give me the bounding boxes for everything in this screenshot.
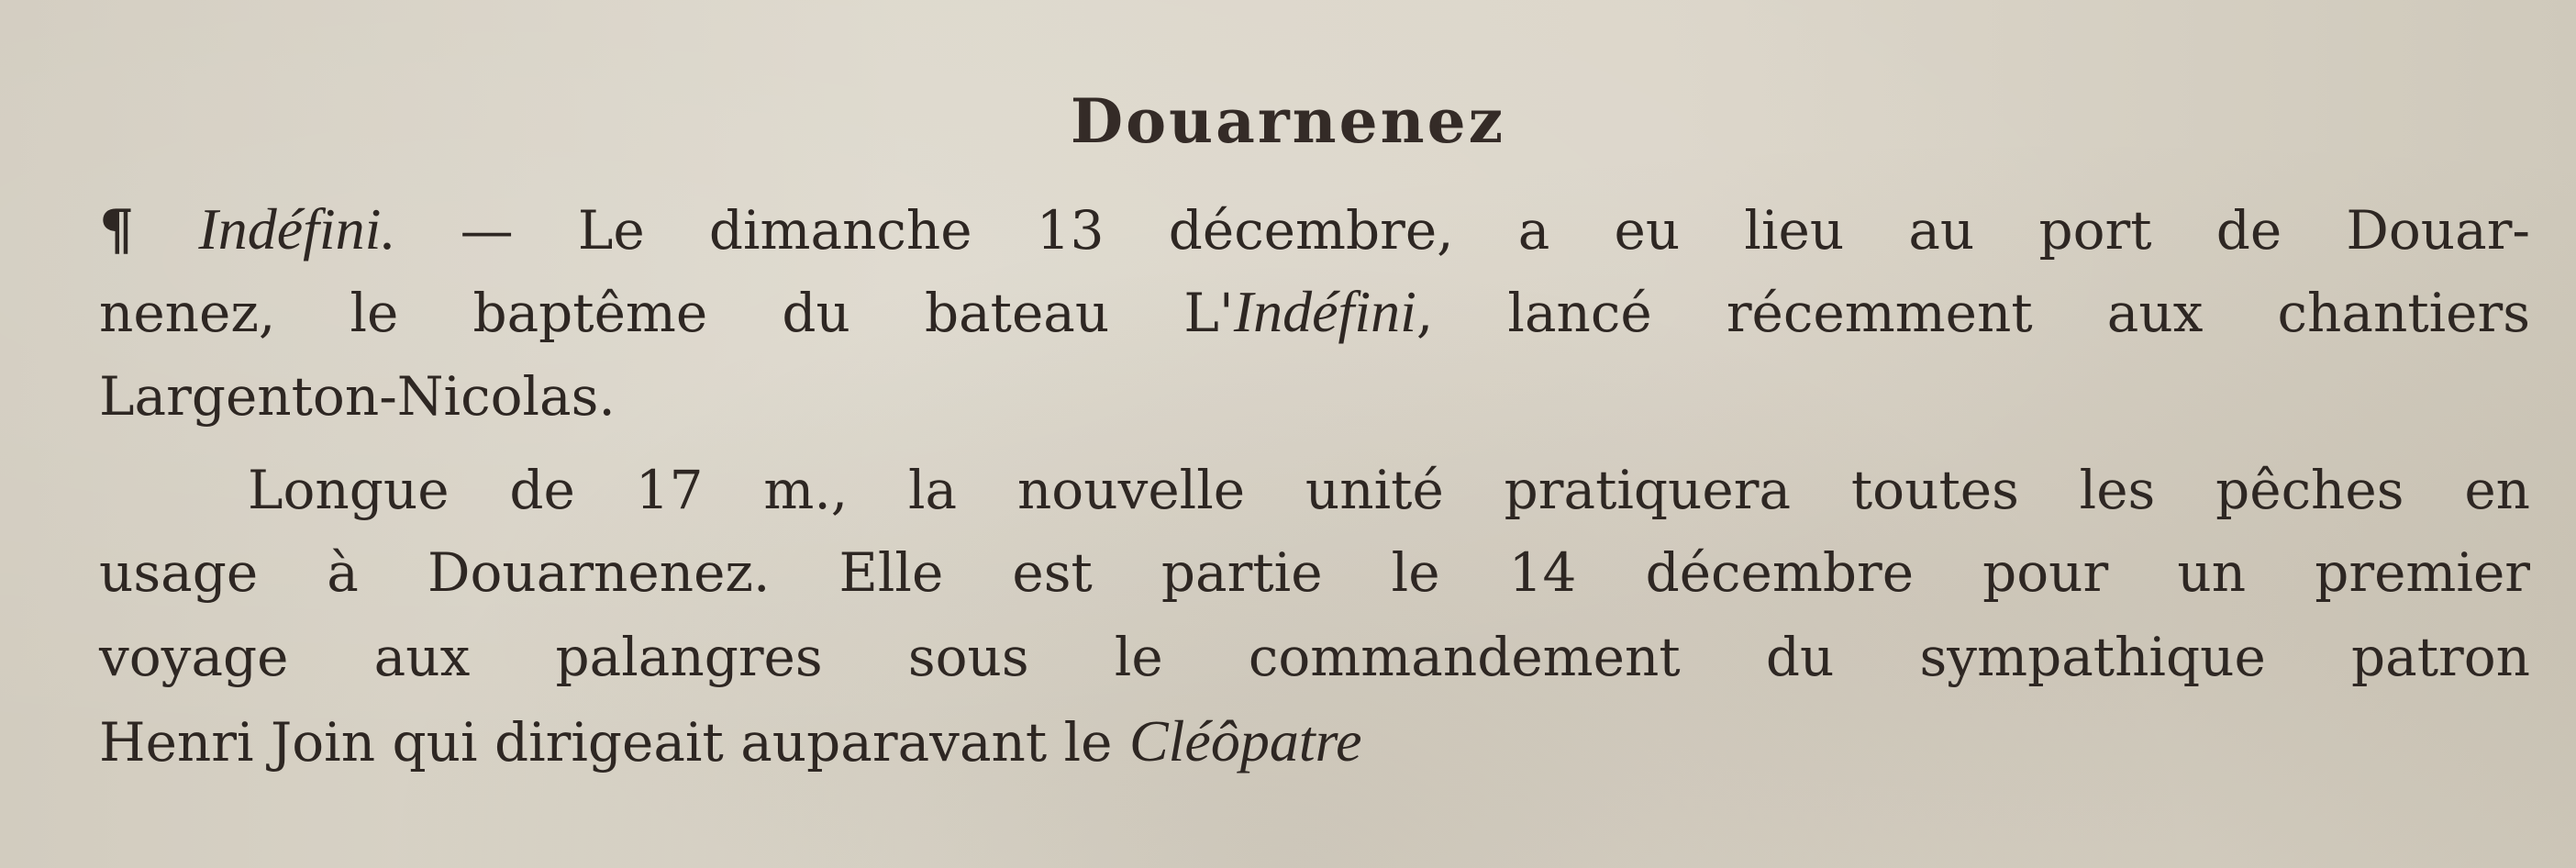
paragraph-2-line-2: usage à Douarnenez. Elle est partie le 14 décembre pour un premier xyxy=(99,541,2530,604)
paragraph-2-line-4-text: Henri Join qui dirigeait auparavant le xyxy=(99,711,1113,773)
paragraph-2-line-1: Longue de 17 m., la nouvelle unité pratiquera toutes les pêches en xyxy=(248,459,2530,521)
paragraph-1-line-1 xyxy=(99,193,2530,267)
paragraph-2-line-4 xyxy=(99,705,2530,779)
paragraph-1-line-3: Largenton-Nicolas. xyxy=(99,365,616,428)
article-heading: Douarnenez xyxy=(1070,85,1506,157)
paragraph-1-line-2 xyxy=(99,275,2530,350)
previous-boat-name: Cléôpatre xyxy=(1128,708,1362,773)
boat-name: Indéfini xyxy=(1233,279,1416,344)
paragraph-lead-word: Indéfini. xyxy=(198,196,396,262)
paragraph-2-line-3: voyage aux palangres sous le commandement du sympathique patron xyxy=(99,626,2530,688)
paragraph-1-line-1-text: Le dimanche 13 décembre, a eu lieu au port de Douar- xyxy=(577,199,2531,262)
paragraph-1-line-2-end: , lancé récemment aux chantiers xyxy=(1416,282,2530,344)
em-dash: — xyxy=(460,199,514,262)
paragraph-1-line-2-start: nenez, le baptême du bateau L' xyxy=(99,282,1234,344)
pilcrow-mark: ¶ xyxy=(99,198,135,262)
